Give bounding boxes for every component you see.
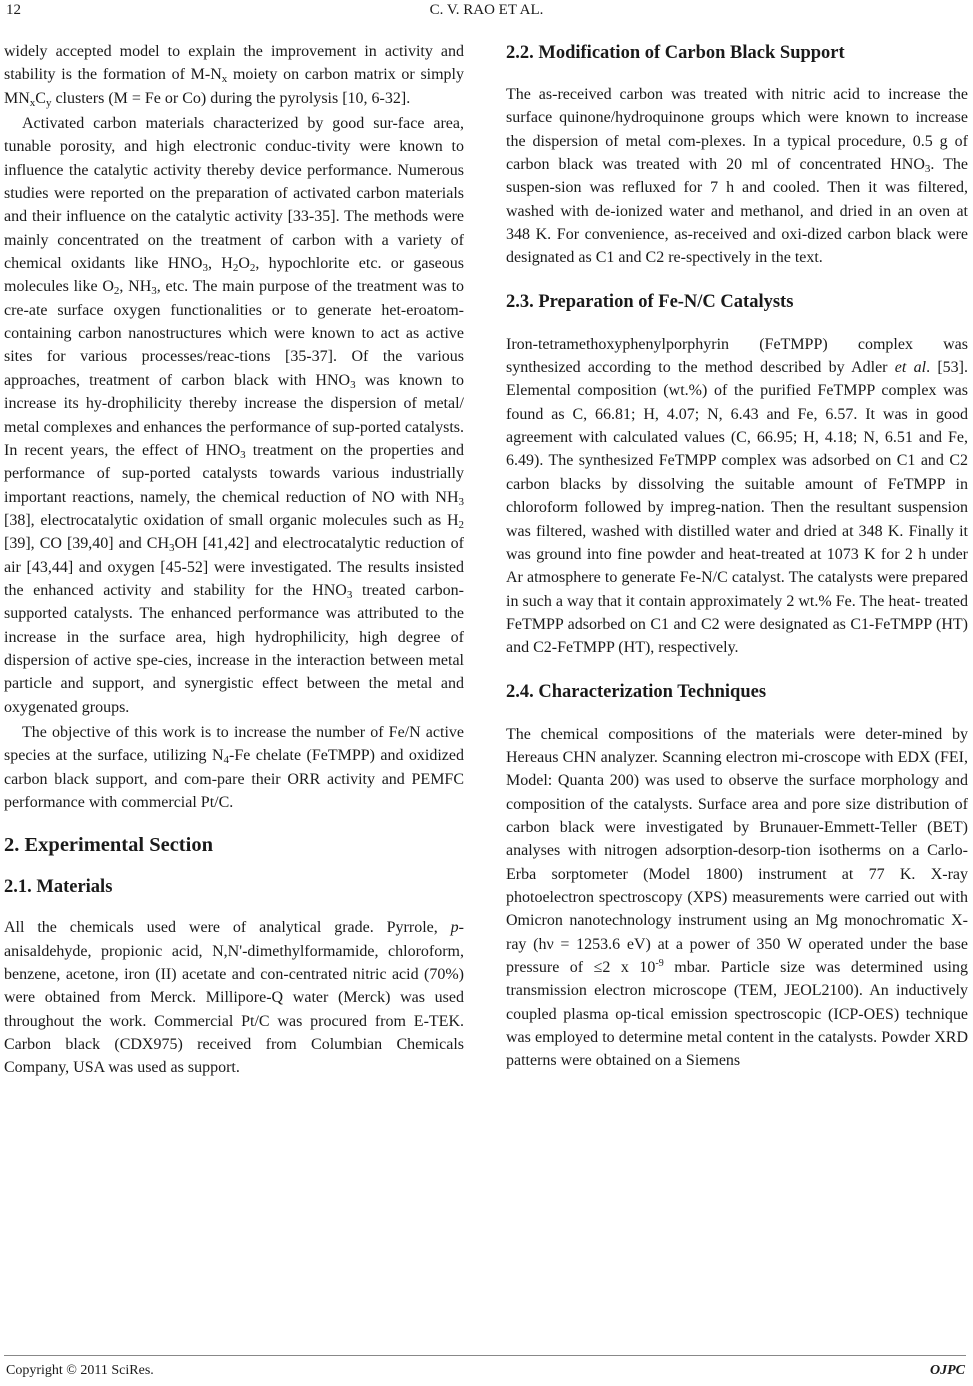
footer-journal: OJPC <box>930 1363 965 1378</box>
subsection-heading-modification: 2.2. Modification of Carbon Black Support <box>506 43 845 63</box>
subsection-heading-materials: 2.1. Materials <box>4 877 113 898</box>
paragraph-materials: All the chemicals used were of analytical grade. Pyrrole, p-anisaldehyde, propionic acid, N,N'-dimethylformamide, chloroform, benzene, acetone, iron (II) acetate and con-centrated nitric acid (70%) were obtained from Merck. Millipore-Q water (Merck) was used throughout the work. Commercial Pt/C was procured from E-TEK. Carbon black (CDX975) received from Columbian Chemicals Company, USA was used as support. <box>4 919 464 1077</box>
left-column <box>4 40 464 1080</box>
paragraph-preparation: Iron-tetramethoxyphenylporphyrin (FeTMPP) complex was synthesized according to the method described by Adler et al. [53]. Elemental composition (wt.%) of the purified FeTMPP complex was found as C, 66.81; H, 4.07; N, 6.43 and Fe, 6.57. It was in good agreement with calculated values (C, 66.95; H, 4.18; N, 6.51 and Fe, 6.49). The synthesized FeTMPP complex was adsorbed on C1 and C2 carbon blacks by dissolving the suitable amount of FeTMPP in chloroform followed by impreg-nation. Then the resultant suspension was filtered, washed with distilled water and dried at 348 K. Finally it was ground into fine powder and heat-treated at 1073 K for 2 h under Ar atmosphere to generate Fe-N/C catalyst. The catalysts were prepared in such a way that it contain approximately 2 wt.% Fe. The heat- treated FeTMPP adsorbed on C1 and C2 were designated as C1-FeTMPP (HT) and C2-FeTMPP (HT), respectively. <box>506 335 969 657</box>
section-heading-experimental: 2. Experimental Section <box>4 834 213 857</box>
subsection-heading-preparation: 2.3. Preparation of Fe-N/C Catalysts <box>506 291 794 312</box>
subsection-heading-characterization: 2.4. Characterization Techniques <box>506 681 767 702</box>
paragraph-intro-continued: widely accepted model to explain the improvement in activity and stability is the formation of $M-N_x$ moiety on carbon matrix or simply $MN_xC_y$ clusters (M = Fe or Co) during the pyrolysis [10, 6-32]. <box>4 43 464 109</box>
footer-divider <box>4 1355 966 1356</box>
right-column <box>506 40 968 1073</box>
paragraph-objective: The objective of this work is to increase the number of Fe/N active species at the surface, utilizing $N_4-Fe$ chelate (FeTMPP) and oxidized carbon black support, and com-pare their ORR activity and PEMFC performance with commercial Pt/C. <box>4 723 464 811</box>
paragraph-characterization: The chemical compositions of the materials were deter-mined by Hereaus CHN analyzer. Scanning electron mi-croscope with EDX (FEI, Model: Quanta 200) was used to observe the surface morphology and composition of the catalysts. Surface area and pore size distribution of carbon black were investigated by Brunauer-Emmett-Teller (BET) analyses with nitrogen adsorption-desorp-tion isotherms on a Carlo-Erba sorptometer (Model 1800) instrument at 77 K. X-ray photoelectron spectroscopy (XPS) measurements were carried out with Omicron nanotechnology instrument using an Mg monochromatic X-ray (hν = 1253.6 eV) at a power of 350 W operated under the base pressure of ≤2 x $10^{-9}$ mbar. Particle size was determined using transmission electron microscope (TEM, JEOL2100). An inductively coupled plasma op-tical emission spectroscopic (ICP-OES) technique was employed to determine metal content in the catalysts. Powder XRD patterns were obtained on a Siemens <box>506 725 969 1070</box>
footer-copyright: Copyright © 2011 SciRes. <box>6 1363 154 1378</box>
paragraph-activated-carbon: Activated carbon materials characterized by good sur-face area, tunable porosity, and high electronic conduc-tivity were known to influence the catalytic activity thereby device performance. Numerous studies were reported on the preparation of activated carbon materials and their influence on the catalytic activity [33-35]. The methods were mainly concentrated on the treatment of carbon with a variety of chemical oxidants like $HNO_3$, $H_2O_2$, hypochlorite etc. or gaseous molecules like $O_2$, $NH_3$, etc. The main purpose of the treatment was to cre-ate surface oxygen functionalities or to generate het-eroatom-containing carbon nanostructures which were known to act as active sites for various processes/reac-tions [35-37]. Of the various approaches, treatment of carbon black with $HNO_3$ was known to increase its hy-drophilicity thereby increase the dispersion of metal/ metal complexes and enhances the performance of sup-ported catalysts. In recent years, the effect of $HNO_3$ treatment on the properties and performance of sup-ported catalysts towards various industrially important reactions, namely, the chemical reduction of NO with $NH_3$ [38], electrocatalytic oxidation of small organic molecules such as $H_2$ [39], CO [39,40] and $CH_3OH$ [41,42] and electrocatalytic reduction of air [43,44] and oxygen [45-52] were investigated. The results insisted the enhanced activity and stability for the $HNO_3$ treated carbon-supported catalysts. The enhanced performance was attributed to the increase in the surface area, high hydrophilicity, high degree of dispersion of active spe-cies, increase in the interaction between metal particle and support, and synergistic effect between the metal and oxygenated groups. <box>4 115 465 716</box>
page-number: 12 <box>6 2 21 18</box>
running-header-authors: C. V. RAO ET AL. <box>429 2 544 18</box>
paragraph-modification: The as-received carbon was treated with nitric acid to increase the surface quinone/hydroquinone groups which were known to increase the dispersion of metal com-plexes. In a typical procedure, 0.5 g of carbon black was treated with 20 ml of concentrated $HNO_3$. The suspen-sion was refluxed for 7 h and cooled. Then it was filtered, washed with de-ionized water and methanol, and dried in an oven at 348 K. For convenience, as-received and oxi-dized carbon black were designated as C1 and C2 re-spectively in the text. <box>506 86 969 267</box>
